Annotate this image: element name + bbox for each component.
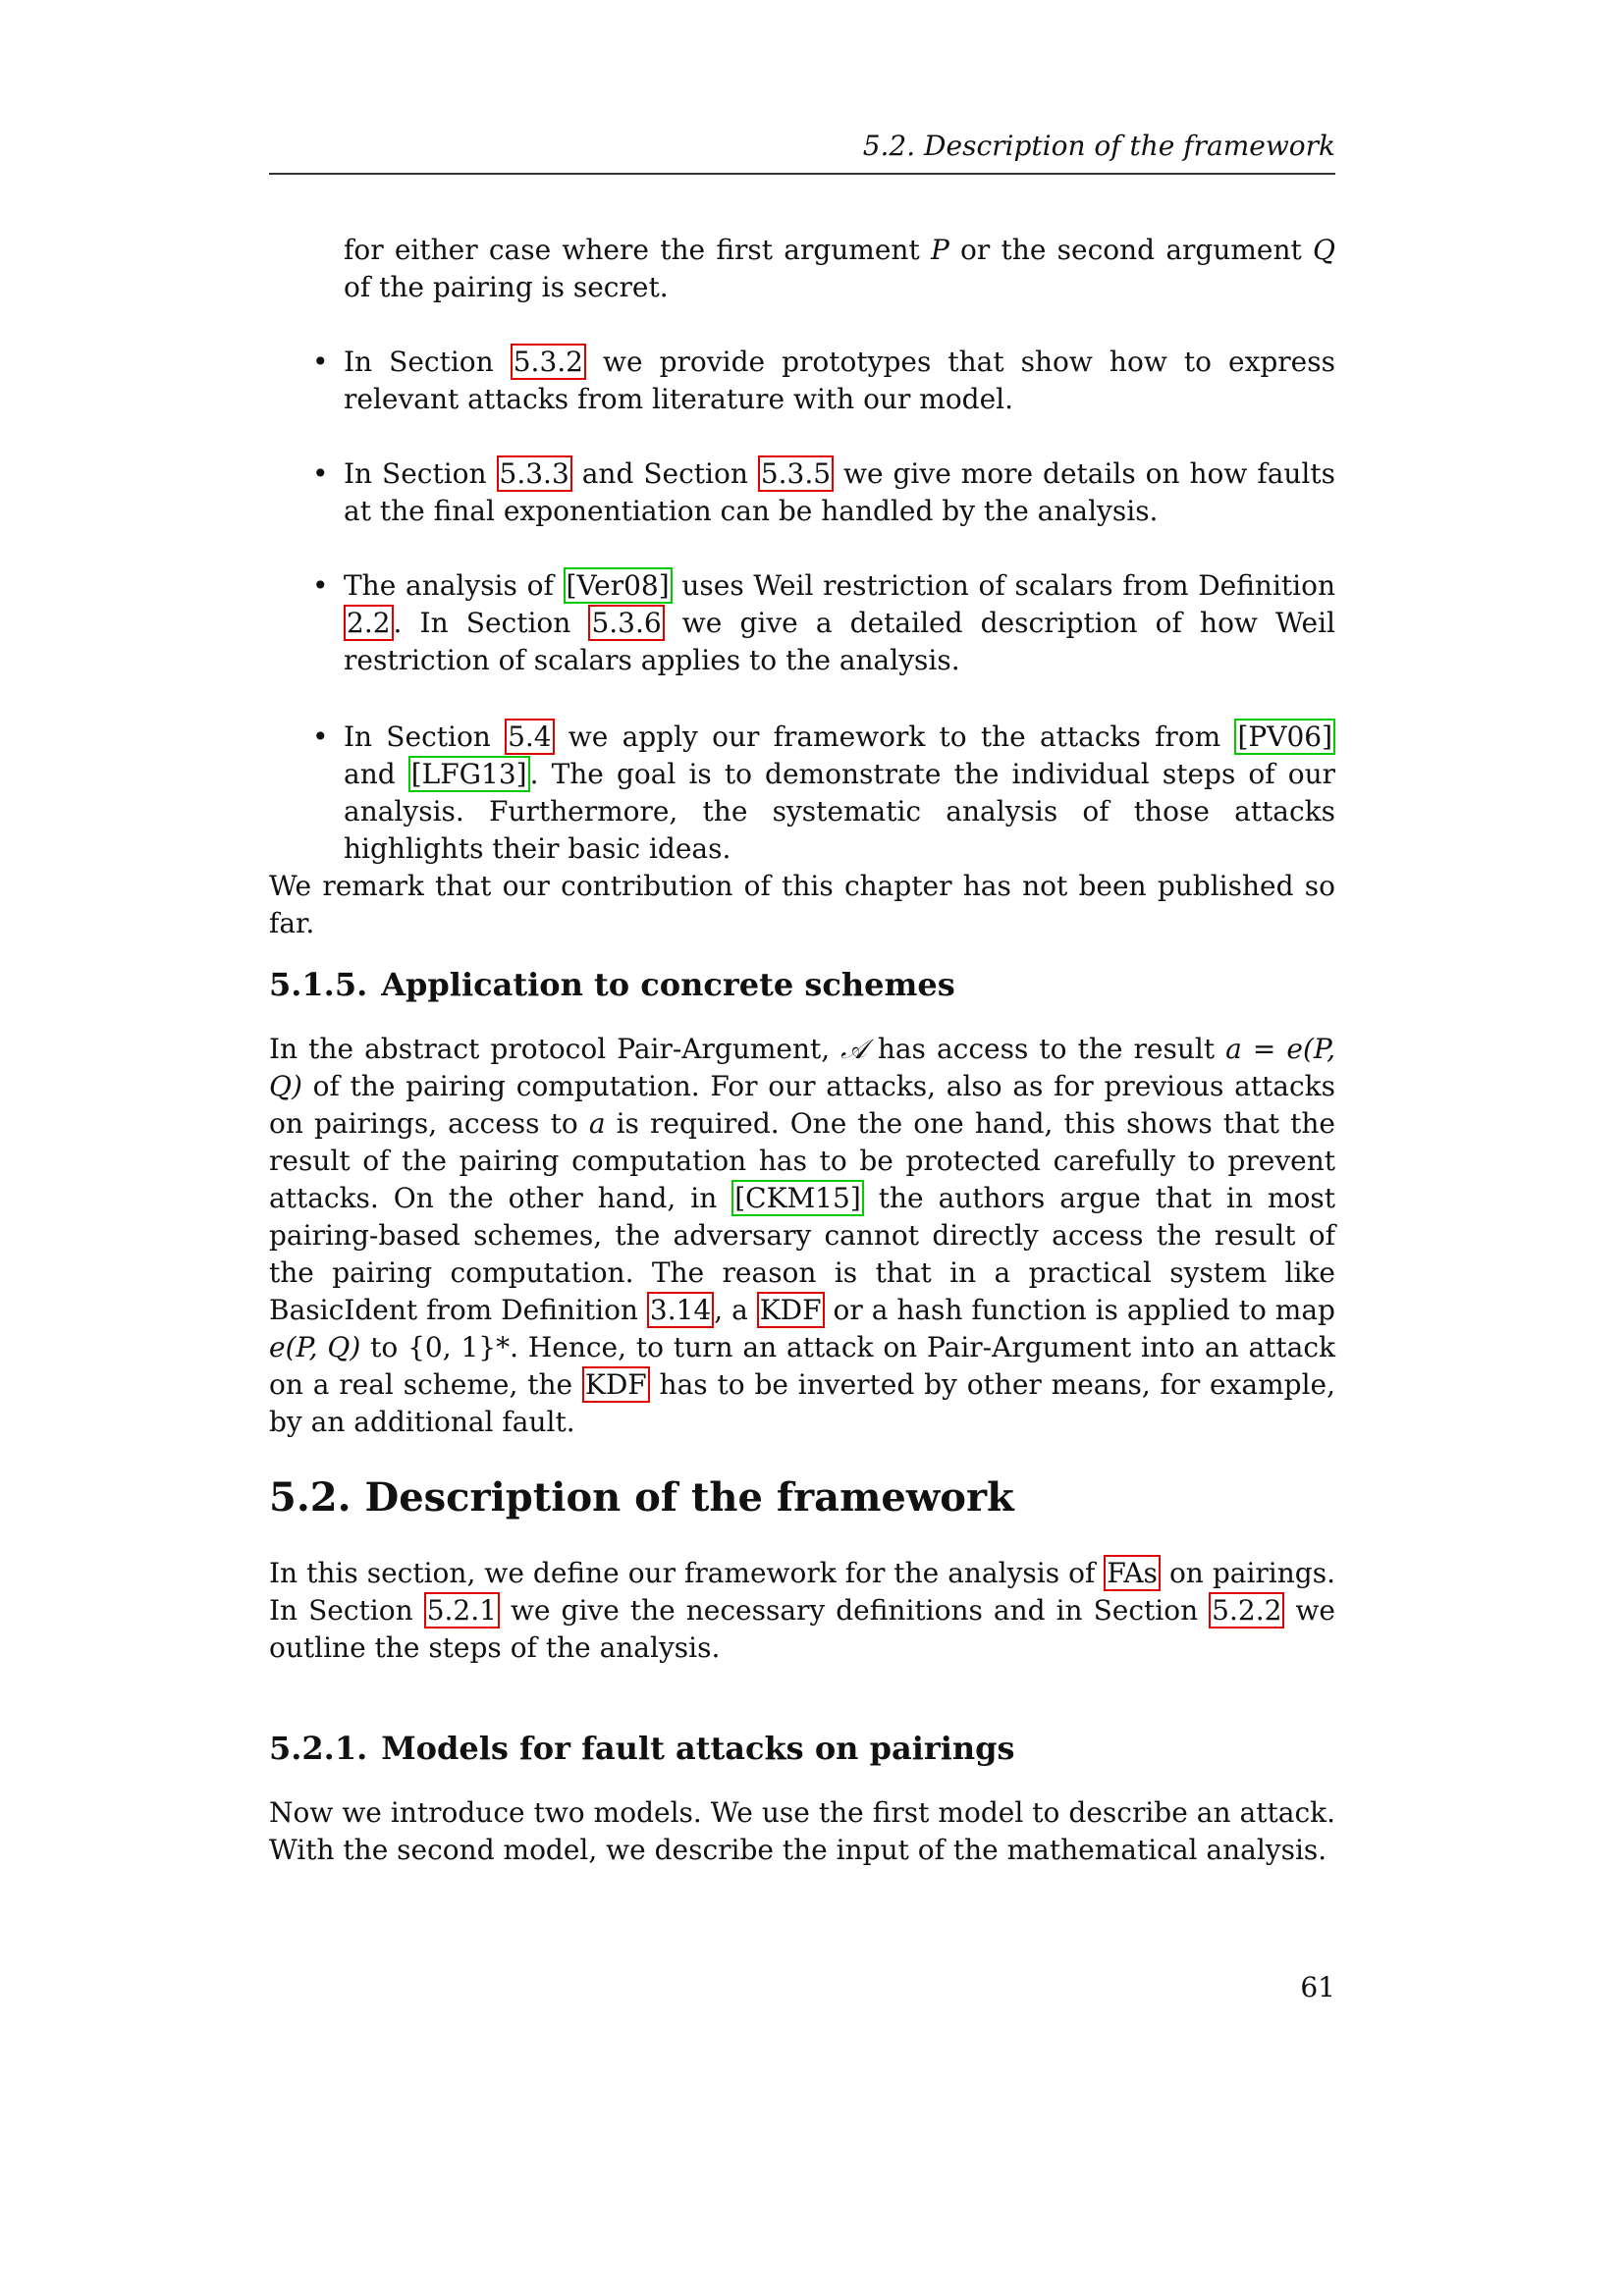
- section-ref-link[interactable]: 5.2.1: [424, 1592, 500, 1629]
- subsection-heading: 5.2.1. Models for fault attacks on pairings: [269, 1730, 1015, 1767]
- remark-paragraph: We remark that our contribution of this chapter has not been published so far.: [269, 870, 1335, 939]
- definition-ref-link[interactable]: 2.2: [344, 605, 394, 641]
- bullet-item: • The analysis of [Ver08] uses Weil restriction of scalars from Definition 2.2 . In Section 5.3.6 we give a detailed description of how Weil restriction of scalars applies to the analysis.: [312, 569, 1335, 676]
- bullet-icon: •: [312, 457, 329, 490]
- bullet-icon: •: [312, 569, 329, 602]
- section-ref-link[interactable]: 5.3.5: [758, 455, 834, 492]
- running-head: 5.2. Description of the framework: [862, 130, 1335, 162]
- citation-link[interactable]: [CKM15]: [731, 1180, 864, 1216]
- bullet-icon: •: [312, 346, 329, 378]
- citation-link[interactable]: [Ver08]: [564, 567, 673, 604]
- body-paragraph: In this section, we define our framework for the analysis of FAs on pairings. In Section 5.2.1 we give the necessary definitions and in Section 5.2.2 we outline the steps of the analysis.: [269, 1557, 1335, 1664]
- body-paragraph: Now we introduce two models. We use the first model to describe an attack. With the second model, we describe the input of the mathematical analysis.: [269, 1796, 1335, 1866]
- bullet-item: • In Section 5.3.3 and Section 5.3.5 we give more details on how faults at the final exponentiation can be handled by the analysis.: [312, 457, 1335, 527]
- bullet-item: • In Section 5.3.2 we provide prototypes that show how to express relevant attacks from literature with our model.: [312, 346, 1335, 415]
- page-number: 61: [1300, 1971, 1335, 2003]
- acronym-link[interactable]: KDF: [582, 1366, 650, 1403]
- citation-link[interactable]: [LFG13]: [408, 756, 530, 792]
- acronym-link[interactable]: KDF: [757, 1292, 825, 1328]
- bullet-item: • In Section 5.4 we apply our framework to the attacks from [PV06] and [LFG13] . The goal is to demonstrate the individual steps of our analysis. Furthermore, the systematic analysis of those attacks highlights their basic ideas.: [312, 721, 1335, 865]
- bullet-continuation: for either case where the first argument P or the second argument Q of the pairing is secret.: [344, 234, 1335, 303]
- header-rule: [269, 173, 1335, 175]
- definition-ref-link[interactable]: 3.14: [647, 1292, 714, 1328]
- section-ref-link[interactable]: 5.4: [505, 719, 555, 755]
- acronym-link[interactable]: FAs: [1104, 1555, 1161, 1591]
- section-ref-link[interactable]: 5.3.6: [588, 605, 664, 641]
- section-heading: 5.2. Description of the framework: [269, 1474, 1014, 1521]
- body-paragraph: In the abstract protocol Pair-Argument, 𝒜 has access to the result a = e(P, Q) of the pairing computation. For our attacks, also as for previous attacks on pairings, access to a is required. One the one hand, this shows that the result of the pairing computation has to be protected carefully to prevent attacks. On the other hand, in [CKM15] the authors argue that in most pairing-based schemes, the adversary cannot directly access the result of the pairing computation. The reason is that in a practical system like BasicIdent from Definition 3.14 , a KDF or a hash function is applied to map e(P, Q) to {0, 1}*. Hence, to turn an attack on Pair-Argument into an attack on a real scheme, the KDF has to be inverted by other means, for example, by an additional fault.: [269, 1033, 1335, 1438]
- bullet-icon: •: [312, 721, 329, 753]
- section-ref-link[interactable]: 5.3.2: [511, 344, 586, 380]
- section-ref-link[interactable]: 5.2.2: [1209, 1592, 1284, 1629]
- subsection-heading: 5.1.5. Application to concrete schemes: [269, 966, 955, 1003]
- section-ref-link[interactable]: 5.3.3: [497, 455, 572, 492]
- citation-link[interactable]: [PV06]: [1234, 719, 1335, 755]
